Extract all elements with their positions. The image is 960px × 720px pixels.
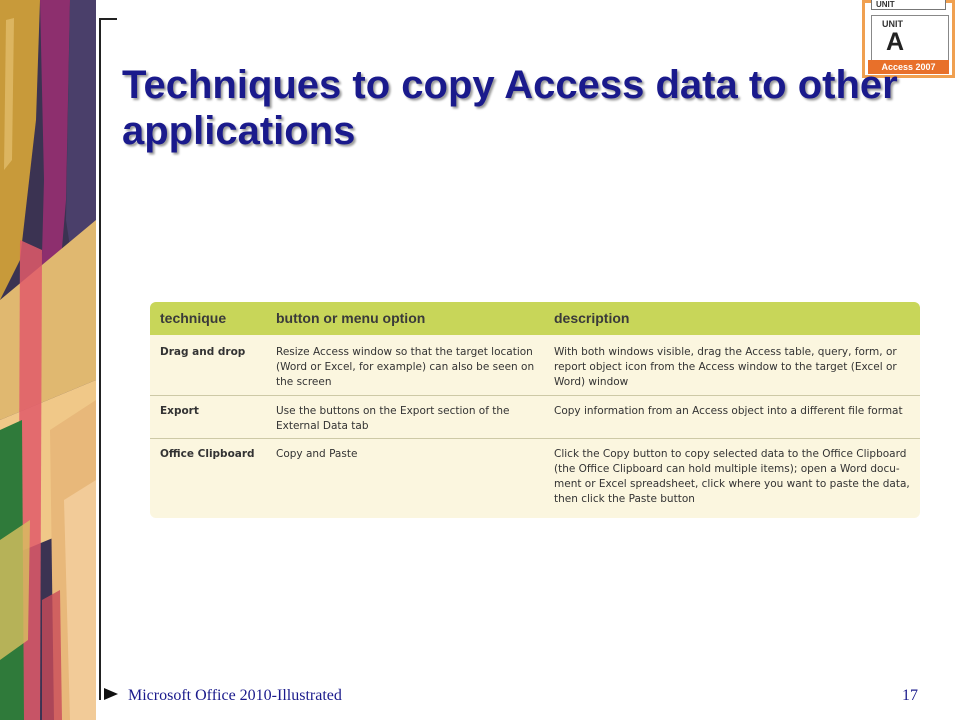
badge-card [871, 15, 949, 62]
footer-arrow-icon [104, 688, 118, 700]
footer-text: Microsoft Office 2010-Illustrated [128, 687, 342, 704]
cell-technique: Office Clipboard [160, 448, 255, 460]
frame-vertical-line [99, 18, 101, 700]
cell-description: Copy information from an Access object into a different file format [554, 405, 903, 417]
slide-title: Techniques to copy Access data to other applications [122, 63, 898, 153]
techniques-table [150, 302, 920, 518]
header-description: description [554, 310, 630, 326]
header-technique: technique [160, 310, 227, 326]
table-row [150, 396, 920, 438]
badge-top-label: UNIT [871, 0, 946, 10]
decorative-painting [0, 0, 96, 720]
badge-product-label: Access 2007 [868, 60, 949, 74]
cell-description: Click the Copy button to copy selected data to the Office Clipboard (the Office Clipboard can hold multiple items); open a Word docu- ment or Excel spreadsheet, click where you want to paste the data, then click the Paste button [554, 448, 910, 505]
cell-option: Use the buttons on the Export section of the External Data tab [276, 405, 510, 432]
badge-letter: A [886, 28, 905, 56]
cell-option: Copy and Paste [276, 448, 358, 460]
table-header-row [150, 302, 920, 335]
cell-technique: Drag and drop [160, 346, 246, 358]
badge-unit-label: UNIT [882, 19, 903, 29]
page-number: 17 [902, 687, 918, 704]
table-row [150, 439, 920, 518]
table-row [150, 335, 920, 395]
frame-corner-line [99, 18, 117, 20]
cell-description: With both windows visible, drag the Access table, query, form, or report object icon from the Access window to the target (Excel or Word) window [554, 346, 897, 388]
cell-technique: Export [160, 405, 199, 417]
cell-option: Resize Access window so that the target location (Word or Excel, for example) can also be seen on the screen [276, 346, 535, 388]
header-option: button or menu option [276, 310, 426, 326]
